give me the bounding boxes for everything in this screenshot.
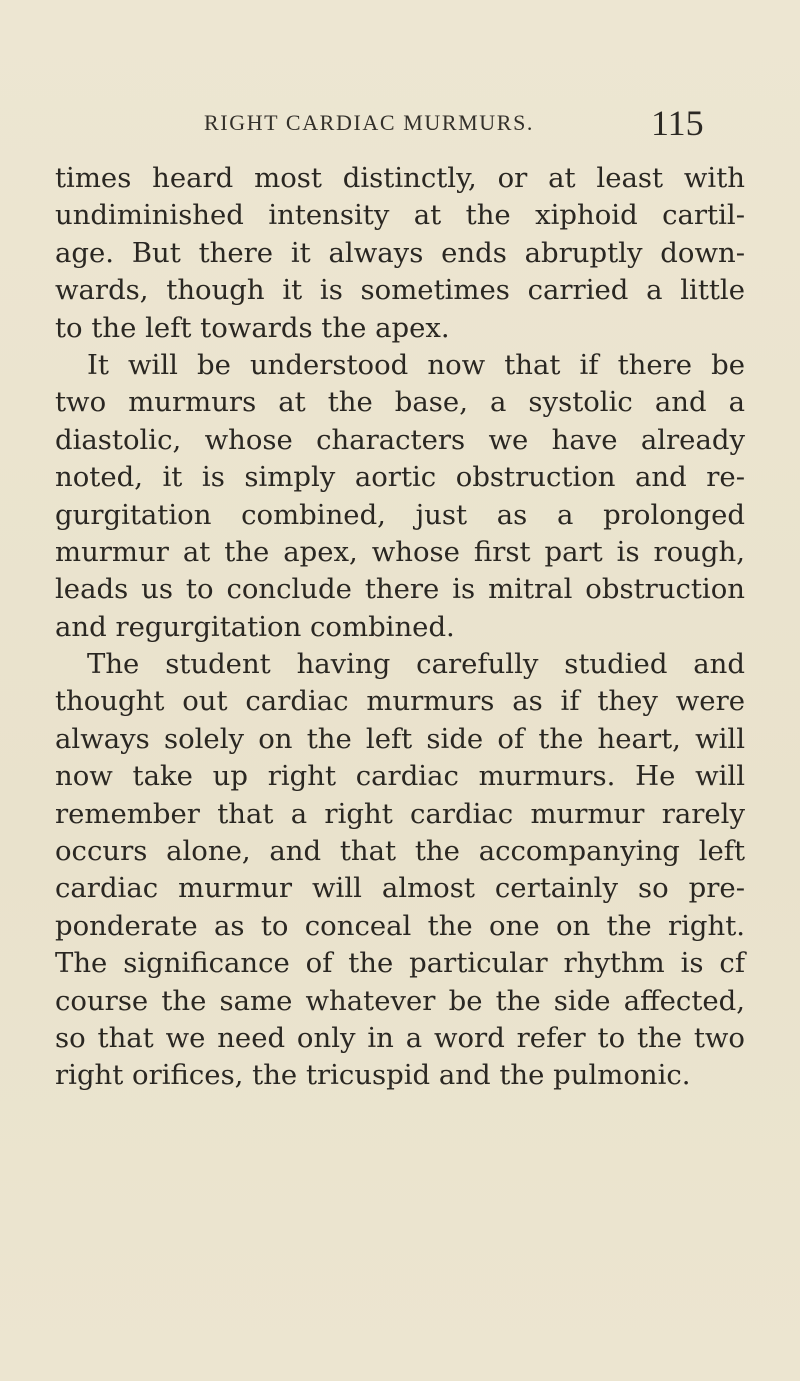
text-line: now take up right cardiac murmurs. He will <box>55 760 745 793</box>
text-line: ponderate as to conceal the one on the right. <box>55 909 745 942</box>
text-line: cardiac murmur will almost certainly so pre- <box>55 872 745 905</box>
text-line: undiminished intensity at the xiphoid cartil- <box>55 199 745 232</box>
text-line: noted, it is simply aortic obstruction and re- <box>55 461 745 494</box>
text-line: diastolic, whose characters we have already <box>55 423 745 456</box>
text-line: wards, though it is sometimes carried a little <box>55 274 745 307</box>
text-line: to the left towards the apex. <box>55 311 450 344</box>
text-line: remember that a right cardiac murmur rarely <box>55 797 745 830</box>
text-line: age. But there it always ends abruptly down- <box>55 236 745 269</box>
text-line: The significance of the particular rhythm is cf <box>55 947 745 980</box>
text-line: times heard most distinctly, or at least with <box>55 162 745 194</box>
text-line: leads us to conclude there is mitral obstruction <box>55 573 745 606</box>
text-line: occurs alone, and that the accompanying left <box>55 835 745 868</box>
text-line: so that we need only in a word refer to the two <box>55 1021 745 1054</box>
text-line: thought out cardiac murmurs as if they were <box>55 685 745 718</box>
running-title: RIGHT CARDIAC MURMURS. <box>204 110 535 135</box>
text-line: always solely on the left side of the heart, will <box>55 722 745 755</box>
page-number: 115 <box>651 103 704 143</box>
text-line: two murmurs at the base, a systolic and a <box>55 386 745 419</box>
text-line: murmur at the apex, whose first part is rough, <box>55 535 745 568</box>
text-line: right orifices, the tricuspid and the pulmonic. <box>55 1059 691 1092</box>
text-line: course the same whatever be the side affected, <box>55 984 745 1017</box>
page-header <box>0 104 800 144</box>
body-text <box>55 160 745 1095</box>
text-line: and regurgitation combined. <box>55 610 455 643</box>
paragraph-start-line: It will be understood now that if there be <box>87 348 745 381</box>
text-line: gurgitation combined, just as a prolonged <box>55 498 745 531</box>
paragraph-start-line: The student having carefully studied and <box>87 648 745 681</box>
